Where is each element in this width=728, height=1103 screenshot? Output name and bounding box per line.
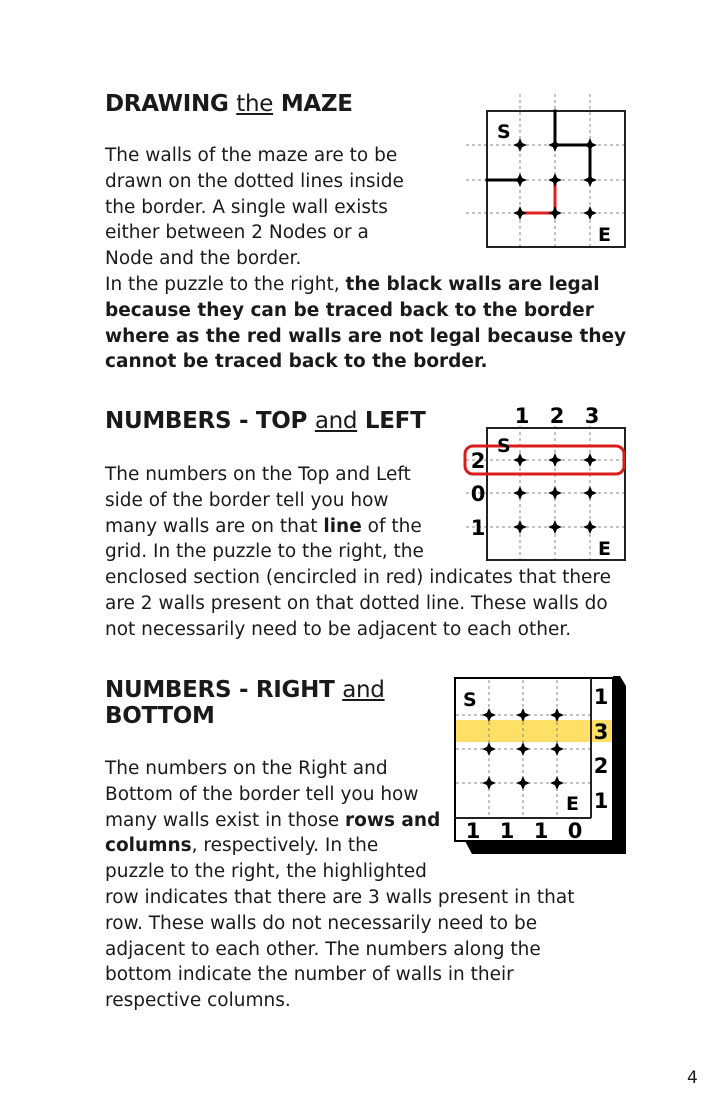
top-number: 2 [549,404,565,428]
node-marker [513,486,527,500]
start-label: S [463,689,477,711]
node-marker [583,520,597,534]
red-walls [520,180,555,213]
node-marker [513,520,527,534]
top-number: 3 [584,404,600,428]
figure-top-left-numbers [460,400,630,570]
outer-box [455,678,613,841]
node-marker [548,173,562,187]
section1-heading: DRAWING the MAZE [105,91,353,117]
node-marker [583,138,597,152]
node-marker [583,453,597,467]
left-number: 1 [470,516,486,540]
node-marker [513,138,527,152]
end-label: E [566,793,579,815]
section1-paragraph: The walls of the maze are to be drawn on the dotted lines inside the border. A single wall exists either between 2 Nodes or a Node and the border. In the puzzle to the right, the black walls are legal because they can be traced back to the border where as the red walls are not legal because they cannot be traced back to the border. [105,145,627,373]
node-marker [548,486,562,500]
node-marker [583,206,597,220]
node-marker [548,453,562,467]
node-marker [583,486,597,500]
end-label: E [598,224,611,246]
end-label: E [598,538,611,560]
left-number: 2 [470,449,486,473]
node-marker [548,138,562,152]
bottom-number: 0 [567,819,583,843]
section3-heading: NUMBERS - RIGHT and BOTTOM [105,677,385,729]
bottom-number: 1 [465,819,481,843]
left-number: 0 [470,482,486,506]
right-number: 2 [593,754,609,778]
top-number: 1 [514,404,530,428]
bottom-number: 1 [499,819,515,843]
bottom-number: 1 [533,819,549,843]
node-marker [513,453,527,467]
node-marker [548,520,562,534]
section3-paragraph: The numbers on the Right and Bottom of the border tell you how many walls exist in those rows and columns, respectively. In the puzzle to the right, the highlighted row indicates that there are 3 walls present in that row. These walls do not necessarily need to be adjacent to each other. The numbers along the bottom indicate the number of walls in their respective columns. [105,758,575,1012]
section2-paragraph: The numbers on the Top and Left side of the border tell you how many walls are on that line of the grid. In the puzzle to the right, the enclosed section (encircled in red) indicates that there are 2 walls present on that dotted line. These walls do not necessarily need to be adjacent to each other. [105,464,612,640]
section2-heading: NUMBERS - TOP and LEFT [105,408,426,434]
node-marker [583,173,597,187]
node-marker [548,206,562,220]
figure-maze-walls [460,90,630,255]
right-number: 1 [593,685,609,709]
page-number: 4 [687,1068,698,1088]
right-number: 1 [593,789,609,813]
start-label: S [497,435,511,457]
right-number: 3 [593,720,609,744]
node-marker [513,206,527,220]
node-marker [513,173,527,187]
figure-right-bottom-numbers [450,672,630,857]
start-label: S [497,121,511,143]
